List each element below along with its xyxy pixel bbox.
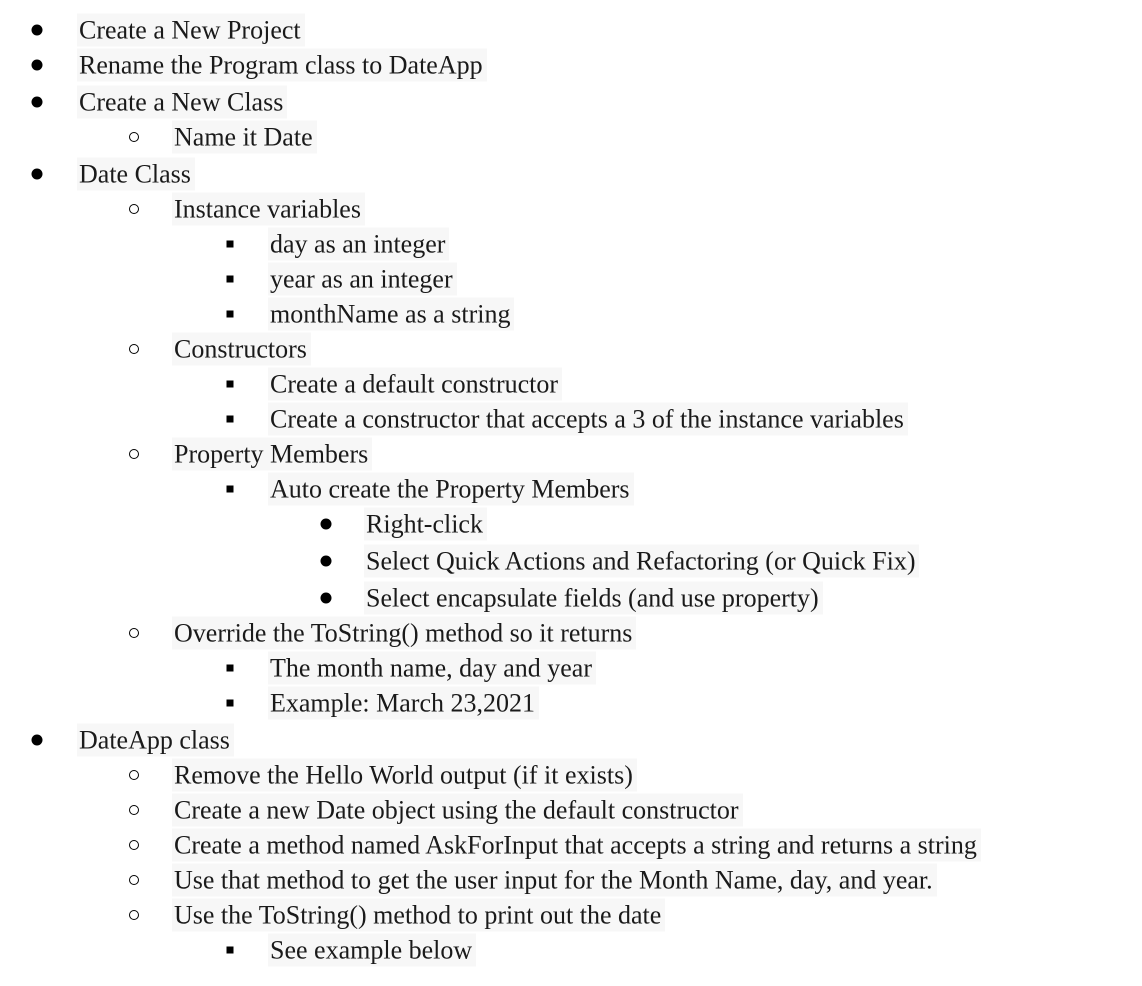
square-bullet-icon	[227, 699, 234, 706]
disc-bullet-icon	[32, 59, 43, 70]
circle-bullet-icon	[129, 132, 139, 142]
list-item	[0, 650, 1142, 685]
list-item	[0, 506, 1142, 541]
list-item	[0, 543, 1142, 578]
disc-bullet-icon	[321, 592, 332, 603]
list-item	[0, 296, 1142, 331]
list-item	[0, 615, 1142, 650]
list-item	[0, 792, 1142, 827]
disc-bullet-icon	[321, 518, 332, 529]
list-item	[0, 261, 1142, 296]
list-item-text: Create a New Class	[77, 85, 287, 118]
list-item-text: Use that method to get the user input for the Month Name, day, and year.	[172, 863, 937, 896]
list-item-text: DateApp class	[77, 723, 234, 756]
circle-bullet-icon	[129, 770, 139, 780]
square-bullet-icon	[227, 485, 234, 492]
list-item-text: Create a New Project	[77, 13, 305, 46]
list-item	[0, 331, 1142, 366]
circle-bullet-icon	[129, 805, 139, 815]
list-item	[0, 47, 1142, 82]
list-item-text: day as an integer	[268, 227, 449, 260]
circle-bullet-icon	[129, 875, 139, 885]
list-item-text: Select Quick Actions and Refactoring (or Quick Fix)	[364, 544, 919, 577]
disc-bullet-icon	[321, 555, 332, 566]
list-item-text: year as an integer	[268, 262, 457, 295]
square-bullet-icon	[227, 946, 234, 953]
list-item-text: Override the ToString() method so it returns	[172, 616, 636, 649]
square-bullet-icon	[227, 275, 234, 282]
list-item-text: Right-click	[364, 507, 487, 540]
list-item	[0, 827, 1142, 862]
square-bullet-icon	[227, 380, 234, 387]
circle-bullet-icon	[129, 628, 139, 638]
list-item-text: Auto create the Property Members	[268, 472, 634, 505]
disc-bullet-icon	[32, 24, 43, 35]
circle-bullet-icon	[129, 204, 139, 214]
list-item-text: Name it Date	[172, 120, 317, 153]
list-item-text: monthName as a string	[268, 297, 514, 330]
list-item	[0, 191, 1142, 226]
list-item	[0, 897, 1142, 932]
list-item-text: See example below	[268, 933, 476, 966]
disc-bullet-icon	[32, 96, 43, 107]
list-item	[0, 156, 1142, 191]
circle-bullet-icon	[129, 910, 139, 920]
circle-bullet-icon	[129, 840, 139, 850]
list-item-text: Rename the Program class to DateApp	[77, 48, 487, 81]
list-item-text: The month name, day and year	[268, 651, 596, 684]
list-item-text: Remove the Hello World output (if it exists)	[172, 758, 637, 791]
circle-bullet-icon	[129, 344, 139, 354]
list-item	[0, 862, 1142, 897]
list-item	[0, 932, 1142, 967]
list-item-text: Create a constructor that accepts a 3 of the instance variables	[268, 402, 908, 435]
square-bullet-icon	[227, 240, 234, 247]
list-item	[0, 401, 1142, 436]
list-item-text: Property Members	[172, 437, 372, 470]
list-item	[0, 84, 1142, 119]
list-item	[0, 436, 1142, 471]
list-item-text: Use the ToString() method to print out the date	[172, 898, 665, 931]
list-item	[0, 580, 1142, 615]
list-item-text: Select encapsulate fields (and use property)	[364, 581, 823, 614]
list-item-text: Constructors	[172, 332, 311, 365]
list-item-text: Example: March 23,2021	[268, 686, 539, 719]
list-item	[0, 119, 1142, 154]
list-item-text: Create a default constructor	[268, 367, 562, 400]
list-item	[0, 12, 1142, 47]
list-item	[0, 366, 1142, 401]
list-item	[0, 722, 1142, 757]
list-item-text: Create a new Date object using the default constructor	[172, 793, 743, 826]
list-item	[0, 685, 1142, 720]
list-item	[0, 471, 1142, 506]
list-item-text: Instance variables	[172, 192, 365, 225]
square-bullet-icon	[227, 415, 234, 422]
disc-bullet-icon	[32, 734, 43, 745]
square-bullet-icon	[227, 664, 234, 671]
list-item-text: Create a method named AskForInput that accepts a string and returns a string	[172, 828, 981, 861]
list-item	[0, 226, 1142, 261]
list-item-text: Date Class	[77, 157, 195, 190]
list-item	[0, 757, 1142, 792]
disc-bullet-icon	[32, 168, 43, 179]
square-bullet-icon	[227, 310, 234, 317]
circle-bullet-icon	[129, 449, 139, 459]
